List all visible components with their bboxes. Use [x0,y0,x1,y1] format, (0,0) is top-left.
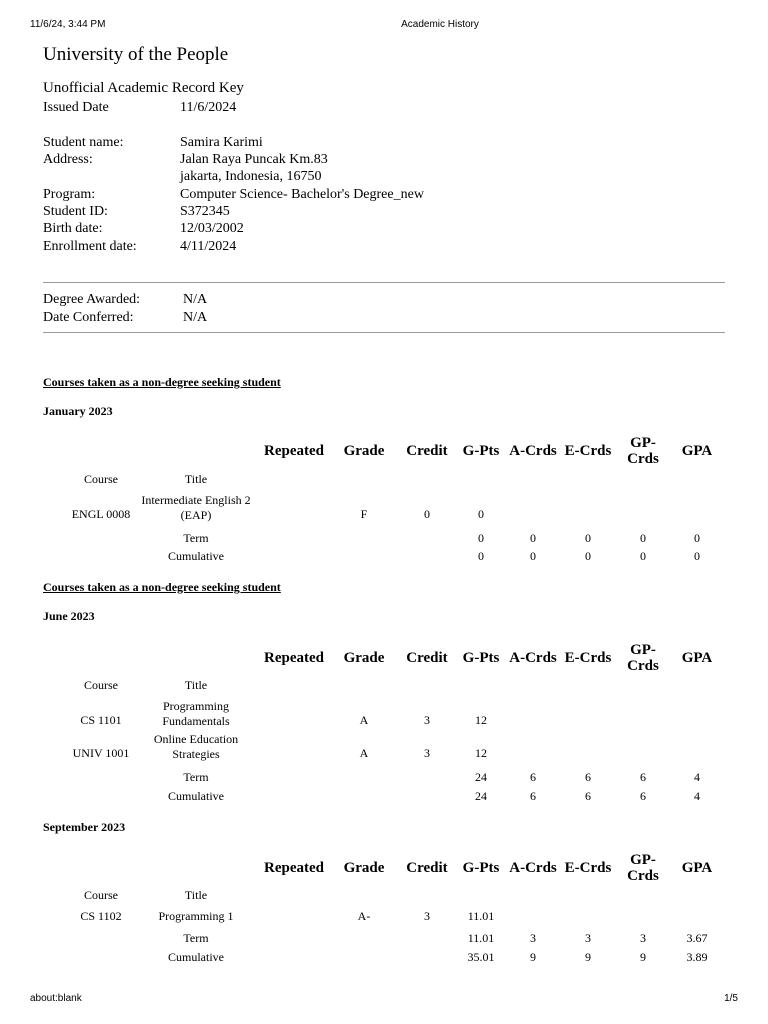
course-gpts: 11.01 [467,909,495,923]
column-header-grade: Grade [343,443,385,459]
course-gpts: 12 [475,746,487,760]
student-id-label: Student ID: [43,204,108,219]
term-title: June 2023 [43,609,95,623]
summary-gpcrds: 9 [640,950,646,964]
column-header-acrds: A-Crds [509,443,557,459]
column-header-title: Title [184,678,208,692]
summary-label: Cumulative [168,950,224,964]
summary-label: Term [183,931,209,945]
date-conferred-label: Date Conferred: [43,310,134,325]
course-title: Intermediate English 2 (EAP) [141,493,251,522]
course-code: UNIV 1001 [72,746,130,760]
summary-gpts: 24 [475,770,487,784]
birth-date-label: Birth date: [43,221,103,236]
course-grade: A- [357,909,371,923]
term-title: January 2023 [43,404,113,418]
issued-date-value: 11/6/2024 [180,100,237,115]
column-header-credit: Credit [406,443,448,459]
print-page-title: Academic History [401,19,479,30]
summary-acrds: 0 [530,549,536,563]
column-header-gpa: GPA [681,860,713,876]
address-line-1: Jalan Raya Puncak Km.83 [180,152,328,167]
course-credit: 3 [424,713,430,727]
column-header-ecrds: E-Crds [564,443,612,459]
column-header-title: Title [184,888,208,902]
section-heading: Courses taken as a non-degree seeking student [43,375,281,389]
summary-gpts: 0 [478,549,484,563]
course-title: Online Education Strategies [153,732,239,761]
course-gpts: 0 [478,507,484,521]
summary-label: Cumulative [168,549,224,563]
enrollment-date-label: Enrollment date: [43,239,137,254]
print-page-number: 1/5 [724,993,738,1004]
summary-gpa: 4 [694,789,700,803]
column-header-title: Title [184,472,208,486]
course-code: CS 1102 [80,909,122,923]
summary-gpcrds: 0 [640,531,646,545]
column-header-gpa: GPA [681,650,713,666]
degree-info [43,291,543,327]
column-header-repeated: Repeated [264,443,324,459]
summary-label: Term [183,531,209,545]
summary-gpts: 11.01 [467,931,495,945]
course-title: Programming 1 [158,909,234,923]
column-header-acrds: A-Crds [509,650,557,666]
print-datetime: 11/6/24, 3:44 PM [30,19,106,30]
enrollment-date-value: 4/11/2024 [180,239,237,254]
course-gpts: 12 [475,713,487,727]
summary-gpts: 0 [478,531,484,545]
divider [43,332,725,333]
address-line-2: jakarta, Indonesia, 16750 [180,169,322,184]
program-value: Computer Science- Bachelor's Degree_new [180,187,424,202]
summary-ecrds: 0 [585,531,591,545]
summary-ecrds: 6 [585,770,591,784]
summary-gpa: 3.67 [686,931,708,945]
print-url: about:blank [30,993,82,1004]
course-grade: A [359,713,369,727]
birth-date-value: 12/03/2002 [180,221,244,236]
column-header-repeated: Repeated [264,650,324,666]
divider [43,282,725,283]
summary-acrds: 6 [530,770,536,784]
course-credit: 3 [424,746,430,760]
summary-acrds: 6 [530,789,536,803]
column-header-ecrds: E-Crds [564,650,612,666]
course-code: ENGL 0008 [71,507,131,521]
summary-acrds: 0 [530,531,536,545]
summary-gpts: 35.01 [467,950,495,964]
summary-gpa: 3.89 [686,950,708,964]
student-name-label: Student name: [43,135,124,150]
university-name: University of the People [43,44,229,65]
column-header-gpts: G-Pts [462,443,500,459]
issued-date-label: Issued Date [43,100,109,115]
column-header-course: Course [84,472,118,486]
summary-gpa: 0 [694,549,700,563]
record-key-title: Unofficial Academic Record Key [43,80,244,96]
term-title: September 2023 [43,820,126,834]
column-header-grade: Grade [343,650,385,666]
section-heading: Courses taken as a non-degree seeking student [43,580,281,594]
degree-awarded-label: Degree Awarded: [43,292,141,307]
column-header-gpa: GPA [681,443,713,459]
column-header-acrds: A-Crds [509,860,557,876]
summary-ecrds: 3 [585,931,591,945]
summary-acrds: 9 [530,950,536,964]
summary-gpcrds: 6 [640,770,646,784]
course-code: CS 1101 [80,713,122,727]
summary-acrds: 3 [530,931,536,945]
address-label: Address: [43,152,93,167]
column-header-repeated: Repeated [264,860,324,876]
student-id-value: S372345 [180,204,230,219]
program-label: Program: [43,187,96,202]
column-header-grade: Grade [343,860,385,876]
student-name-value: Samira Karimi [180,135,263,150]
column-header-gpcrds: GP-Crds [627,435,659,467]
summary-gpcrds: 3 [640,931,646,945]
summary-gpcrds: 6 [640,789,646,803]
column-header-course: Course [84,678,118,692]
degree-awarded-value: N/A [183,292,208,307]
column-header-credit: Credit [406,650,448,666]
course-title: Programming Fundamentals [162,699,230,728]
course-credit: 3 [424,909,430,923]
date-conferred-value: N/A [183,310,208,325]
column-header-gpcrds: GP-Crds [627,852,659,884]
summary-gpts: 24 [475,789,487,803]
column-header-credit: Credit [406,860,448,876]
issued-date-row [43,99,543,116]
summary-label: Cumulative [168,789,224,803]
column-header-course: Course [84,888,118,902]
summary-label: Term [183,770,209,784]
course-credit: 0 [424,507,430,521]
summary-ecrds: 0 [585,549,591,563]
course-grade: A [359,746,369,760]
column-header-gpts: G-Pts [462,860,500,876]
column-header-gpcrds: GP-Crds [627,642,659,674]
column-header-ecrds: E-Crds [564,860,612,876]
summary-gpa: 0 [694,531,700,545]
summary-ecrds: 6 [585,789,591,803]
course-grade: F [360,507,368,521]
summary-gpcrds: 0 [640,549,646,563]
student-info [43,134,643,254]
summary-gpa: 4 [694,770,700,784]
column-header-gpts: G-Pts [462,650,500,666]
summary-ecrds: 9 [585,950,591,964]
